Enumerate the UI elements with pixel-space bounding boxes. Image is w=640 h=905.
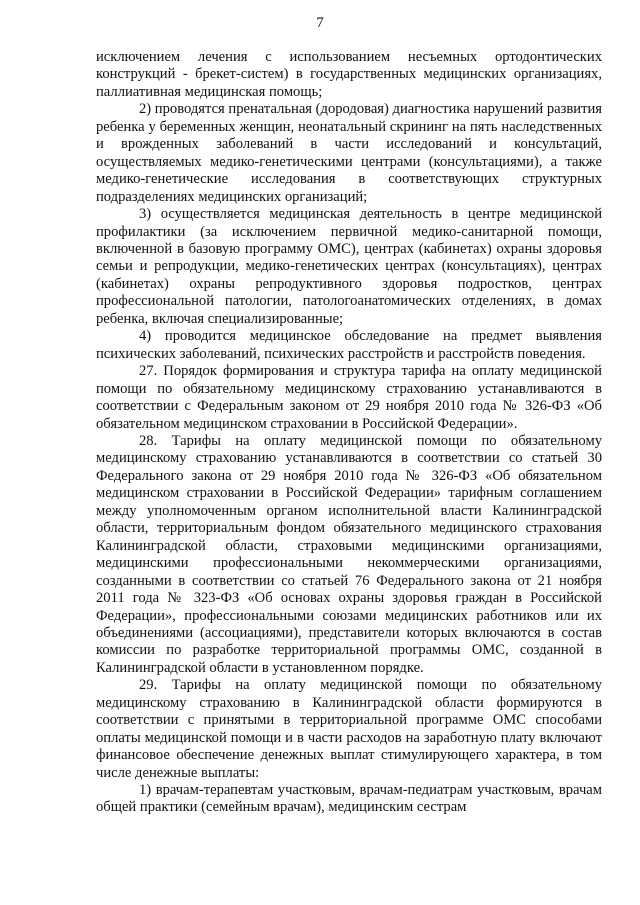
- paragraph: исключением лечения с использованием несъемных ортодонтических конструкций - брекет-систем) в государственных медицинских организациях, паллиативная медицинская помощь;: [96, 49, 602, 100]
- paragraph: 27. Порядок формирования и структура тарифа на оплату медицинской помощи по обязательному медицинскому страхованию устанавливаются в соответствии с Федеральным законом от 29 ноября 2010 года № 326-ФЗ «Об обязательном медицинском страховании в Российской Федерации».: [96, 363, 602, 432]
- paragraph: 4) проводится медицинское обследование на предмет выявления психических заболеваний, психических расстройств и расстройств поведения.: [96, 328, 602, 362]
- document-body: [96, 49, 602, 817]
- paragraph: 1) врачам-терапевтам участковым, врачам-педиатрам участковым, врачам общей практики (семейным врачам), медицинским сестрам: [96, 782, 602, 816]
- paragraph: 29. Тарифы на оплату медицинской помощи по обязательному медицинскому страхованию в Калининградской области формируются в соответствии с принятыми в территориальной программе ОМС способами оплаты медицинской помощи и в части расходов на заработную плату включают финансовое обеспечение денежных выплат стимулирующего характера, в том числе денежные выплаты:: [96, 677, 602, 781]
- page-number: 7: [316, 15, 324, 31]
- paragraph: 3) осуществляется медицинская деятельность в центре медицинской профилактики (за исключением первичной медико-санитарной помощи, включенной в базовую программу ОМС), центрах (кабинетах) охраны здоровья семьи и репродукции, медико-генетических центрах (консультациях), центрах (кабинетах) охраны репродуктивного здоровья подростков, центрах профессиональной патологии, патологоанатомических отделениях, в домах ребенка, включая специализированные;: [96, 206, 602, 327]
- paragraph: 28. Тарифы на оплату медицинской помощи по обязательному медицинскому страхованию устанавливаются в соответствии со статьей 30 Федерального закона от 29 ноября 2010 года № 326-ФЗ «Об обязательном медицинском страховании в Российской Федерации» тарифным соглашением между уполномоченным органом исполнительной власти Калининградской области, территориальным фондом обязательного медицинского страхования Калининградской области, страховыми медицинскими организациями, медицинскими профессиональными некоммерческими организациями, созданными в соответствии со статьей 76 Федерального закона от 21 ноября 2011 года № 323-ФЗ «Об основах охраны здоровья граждан в Российской Федерации», профессиональными союзами медицинских работников или их объединениями (ассоциациями), представители которых включаются в состав комиссии по разработке территориальной программы ОМС, созданной в Калининградской области в установленном порядке.: [96, 432, 602, 676]
- paragraph: 2) проводятся пренатальная (дородовая) диагностика нарушений развития ребенка у беременных женщин, неонатальный скрининг на пять наследственных и врожденных заболеваний в части исследований и консультаций, осуществляемых медико-генетическими центрами (консультациями), а также медико-генетические исследования в соответствующих структурных подразделениях медицинских организаций;: [96, 101, 602, 205]
